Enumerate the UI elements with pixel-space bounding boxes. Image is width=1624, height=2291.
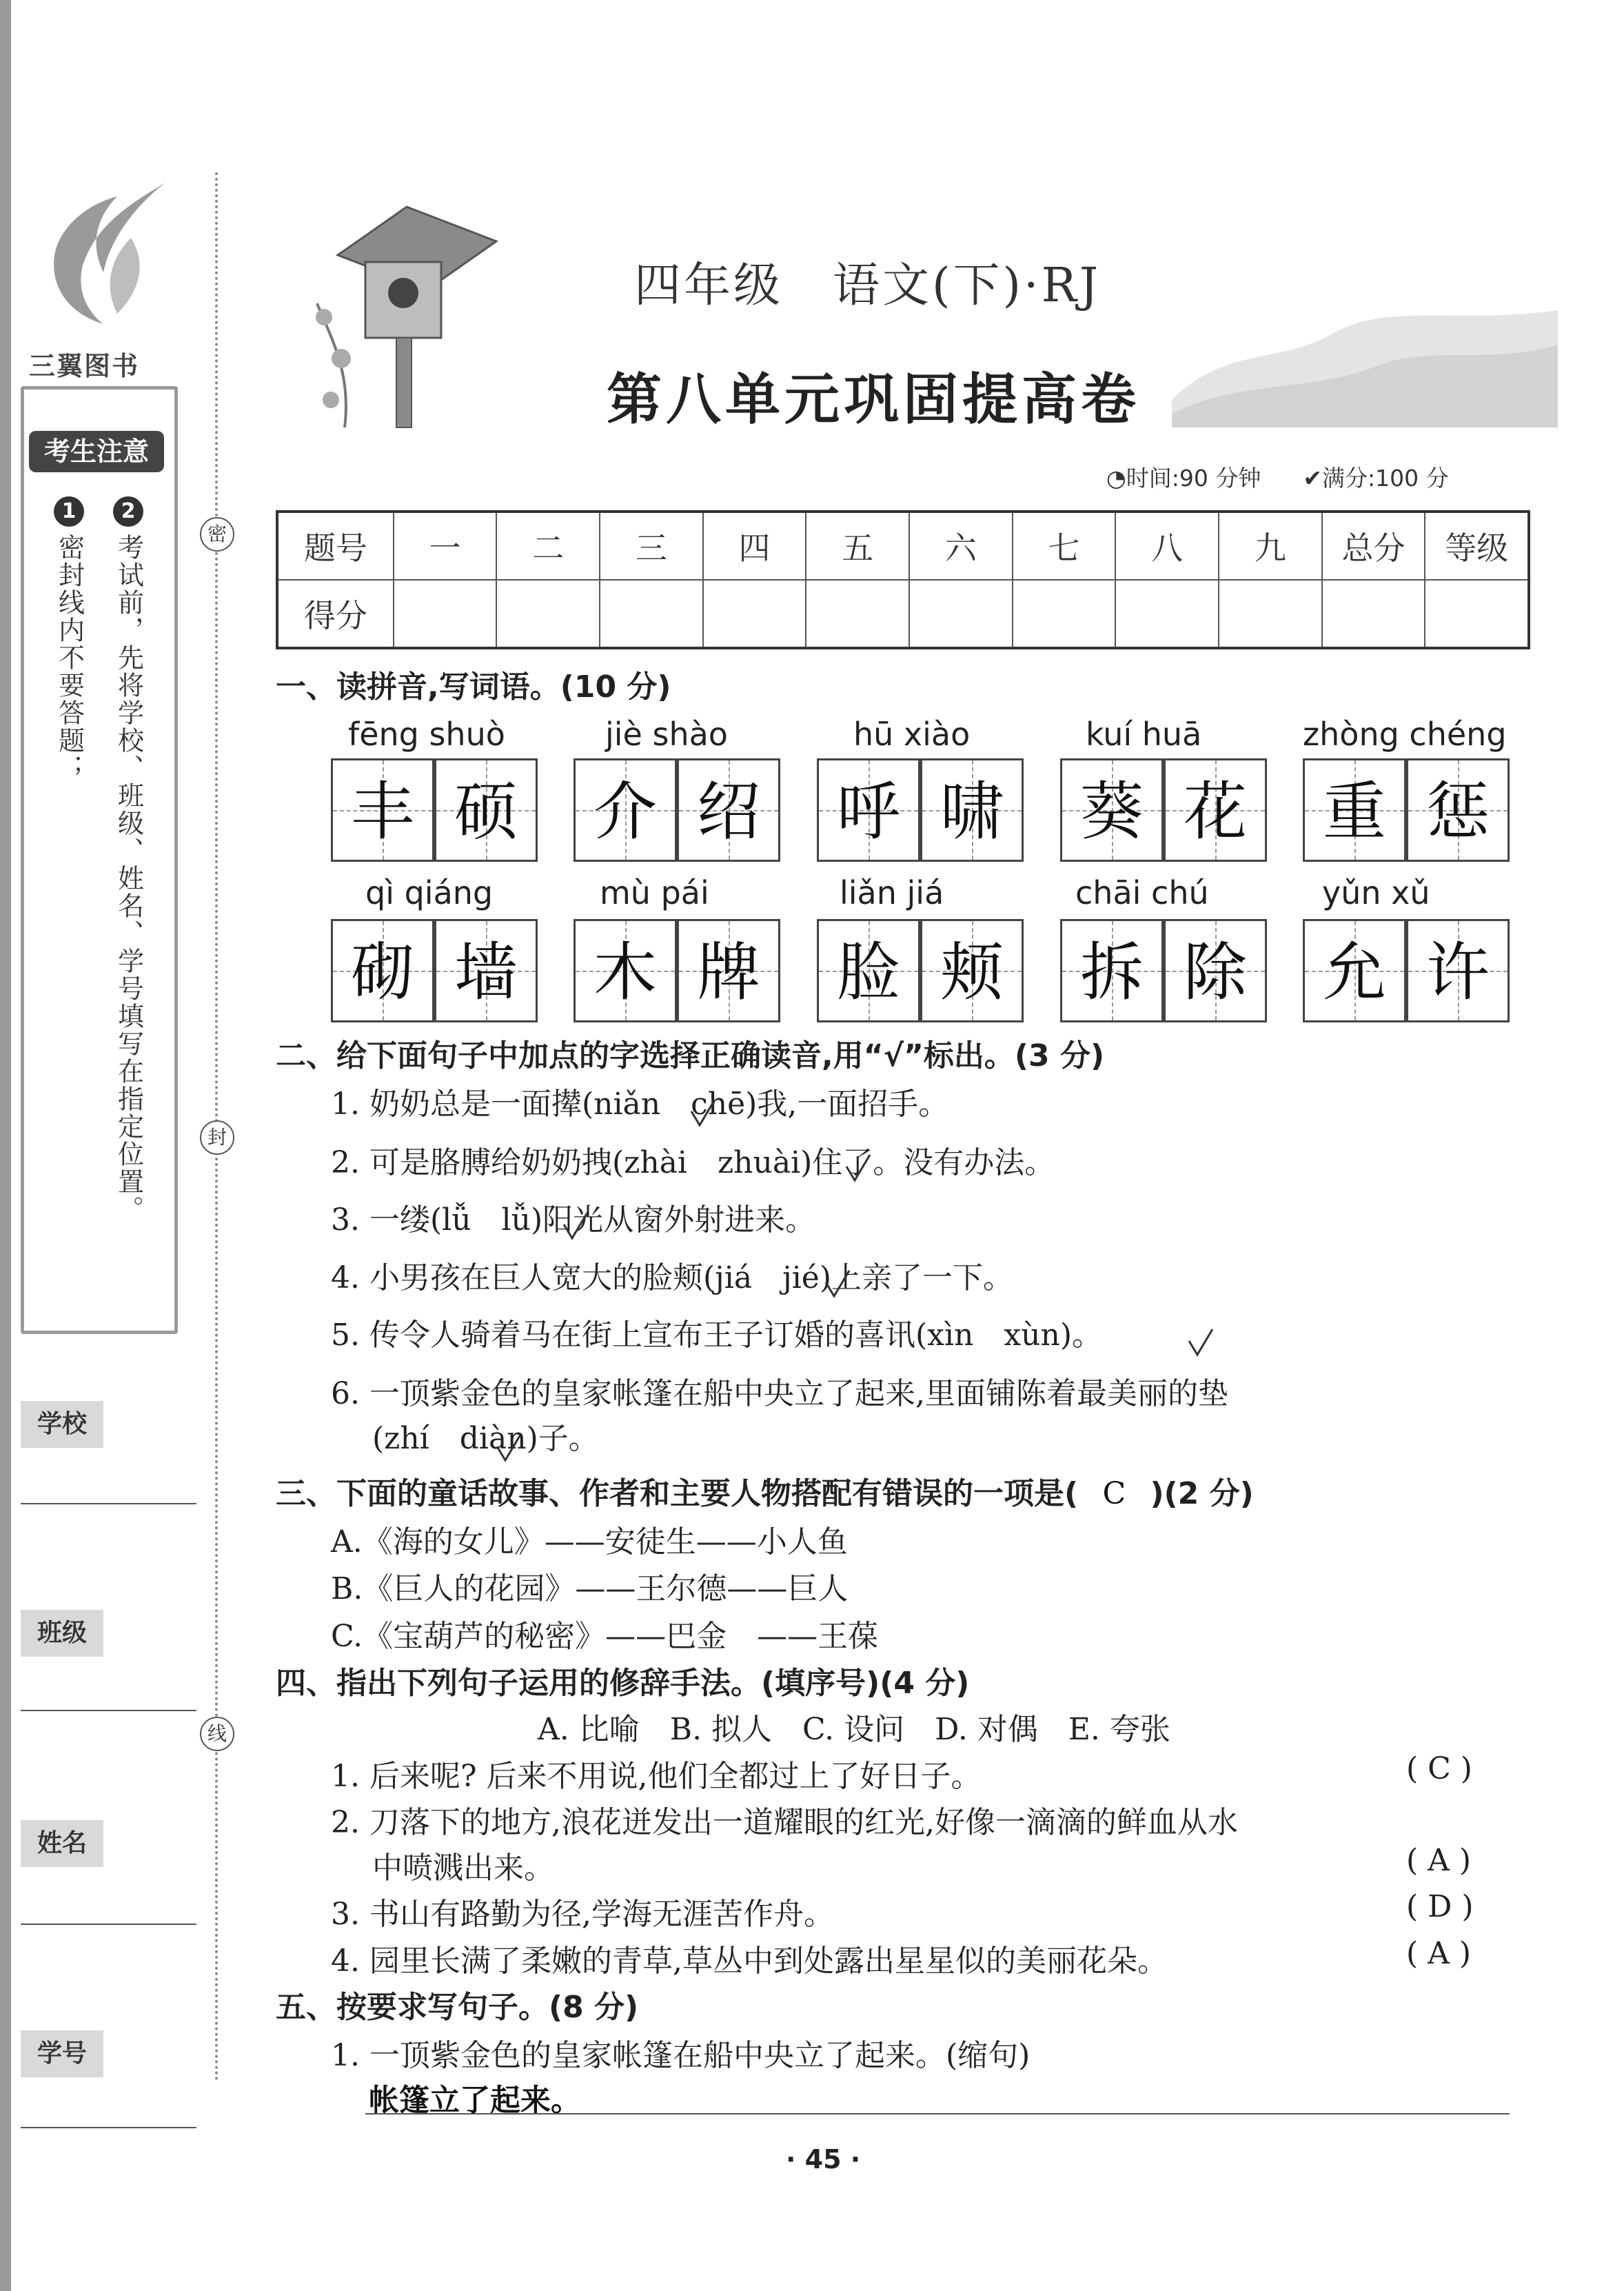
seal-char-xian: 线 — [200, 1717, 234, 1751]
page-title: 第八单元巩固提高卷 — [607, 367, 1140, 432]
score-cell[interactable] — [1013, 580, 1116, 648]
pinyin: chāi chú — [1075, 874, 1209, 911]
school-line — [21, 1503, 196, 1504]
char: 允 — [1322, 936, 1386, 1009]
answer-4-2[interactable]: ( A ) — [1406, 1843, 1472, 1878]
answer-5-1[interactable]: 帐篷立了起来。 — [369, 2083, 581, 2118]
char: 惩 — [1425, 775, 1490, 849]
check-mark-icon — [844, 1153, 872, 1184]
notice-title: 考生注意 — [29, 431, 164, 472]
score-header-cell: 九 — [1219, 512, 1322, 580]
brand-name: 三翼图书 — [29, 351, 140, 381]
score-cell[interactable] — [1115, 580, 1219, 648]
char-cell[interactable] — [1303, 919, 1406, 1022]
option-b: B.《巨人的花园》——王尔德——巨人 — [331, 1571, 849, 1606]
class-label: 班级 — [21, 1610, 103, 1657]
char-cell[interactable] — [920, 919, 1024, 1022]
check-mark-icon — [824, 1269, 851, 1300]
pinyin: kuí huā — [1086, 716, 1202, 753]
section-2-heading: 二、给下面句子中加点的字选择正确读音,用“√”标出。(3 分) — [276, 1038, 1105, 1073]
notice-num-1: 1 — [54, 496, 84, 527]
char: 砌 — [350, 936, 414, 1009]
char-cell[interactable] — [1406, 758, 1510, 862]
question-4-2-cont: 中喷溅出来。 — [372, 1850, 554, 1886]
check-mark-icon — [562, 1211, 589, 1242]
check-mark-icon — [495, 1433, 522, 1464]
full-score: ✔满分:100 分 — [1303, 465, 1449, 492]
question-2-5: 5. 传令人骑着马在街上宣布王子订婚的喜讯(xìn xùn)。 — [331, 1318, 1103, 1353]
notice-item-2 — [109, 496, 148, 1230]
answer-4-3[interactable]: ( D ) — [1406, 1889, 1474, 1924]
pinyin: mù pái — [600, 874, 709, 911]
section-3-answer[interactable]: C — [1102, 1476, 1126, 1511]
question-4-1: 1. 后来呢? 后来不用说,他们全都过上了好日子。 — [331, 1759, 982, 1794]
char: 颊 — [940, 936, 1004, 1009]
question-4-3: 3. 书山有路勤为径,学海无涯苦作舟。 — [331, 1897, 834, 1932]
score-header-cell: 三 — [600, 512, 703, 580]
char-cell[interactable] — [1060, 919, 1164, 1022]
char: 许 — [1425, 936, 1490, 1009]
question-2-6: 6. 一顶紫金色的皇家帐篷在船中央立了起来,里面铺陈着最美丽的垫 — [331, 1376, 1228, 1411]
notice-text-1: 密封线内不要答题； — [54, 534, 85, 782]
word-box — [331, 758, 538, 862]
class-line — [21, 1710, 196, 1711]
pinyin: qì qiáng — [365, 874, 494, 911]
section-4-heading: 四、指出下列句子运用的修辞手法。(填序号)(4 分) — [276, 1666, 970, 1701]
char-cell[interactable] — [1406, 919, 1510, 1022]
seal-char-mi: 密 — [200, 517, 234, 552]
score-cell[interactable] — [600, 580, 703, 648]
birdhouse-illustration — [303, 200, 510, 434]
name-label: 姓名 — [21, 1820, 103, 1867]
char: 丰 — [350, 775, 414, 849]
char: 牌 — [696, 936, 760, 1009]
char-cell[interactable] — [1164, 919, 1267, 1022]
char-cell[interactable] — [574, 758, 677, 862]
question-2-4: 4. 小男孩在巨人宽大的脸颊(jiá jié)上亲了一下。 — [331, 1260, 1013, 1295]
score-table — [276, 510, 1530, 649]
score-cell[interactable] — [394, 580, 497, 648]
word-box — [817, 758, 1024, 862]
pinyin: yǔn xǔ — [1322, 874, 1430, 911]
score-header-cell: 四 — [703, 512, 806, 580]
question-4-2: 2. 刀落下的地方,浪花迸发出一道耀眼的红光,好像一滴滴的鲜血从水 — [331, 1805, 1238, 1840]
section-5-heading: 五、按要求写句子。(8 分) — [276, 1990, 639, 2025]
score-row-label: 得分 — [277, 580, 394, 648]
section-3-heading-tail: )(2 分) — [1150, 1476, 1254, 1511]
score-table-header-row — [277, 512, 1529, 580]
char: 啸 — [940, 775, 1004, 849]
exam-meta — [1106, 461, 1449, 493]
check-mark-icon — [1187, 1327, 1215, 1358]
char-cell[interactable] — [574, 919, 677, 1022]
word-box — [1060, 919, 1267, 1022]
section-3-heading — [276, 1469, 1254, 1513]
word-box — [1303, 919, 1510, 1022]
score-cell[interactable] — [806, 580, 909, 648]
char-cell[interactable] — [434, 919, 538, 1022]
word-box — [1303, 758, 1510, 862]
notice-frame — [21, 386, 178, 1334]
question-4-4: 4. 园里长满了柔嫩的青草,草丛中到处露出星星似的美丽花朵。 — [331, 1944, 1168, 1979]
page-number: · 45 · — [786, 2144, 861, 2174]
name-line — [21, 1924, 196, 1925]
pinyin: fēng shuò — [348, 716, 505, 753]
char-cell[interactable] — [920, 758, 1024, 862]
word-box — [574, 758, 780, 862]
char-cell[interactable] — [331, 919, 434, 1022]
section-3-heading-text: 三、下面的童话故事、作者和主要人物搭配有错误的一项是( — [276, 1476, 1079, 1511]
pinyin: liǎn jiá — [840, 874, 944, 911]
score-header-cell: 一 — [394, 512, 497, 580]
char: 介 — [593, 775, 657, 849]
char-cell[interactable] — [817, 758, 920, 862]
char-cell[interactable] — [677, 758, 780, 862]
char: 墙 — [454, 936, 518, 1009]
score-header-cell: 总分 — [1322, 512, 1425, 580]
score-cell[interactable] — [496, 580, 600, 648]
question-2-2: 2. 可是胳膊给奶奶拽(zhài zhuài)住了。没有办法。 — [331, 1145, 1055, 1180]
student-id-line — [21, 2127, 196, 2128]
score-header-cell: 题号 — [277, 512, 394, 580]
section-1-heading: 一、读拼音,写词语。(10 分) — [276, 669, 671, 705]
score-header-cell: 八 — [1115, 512, 1219, 580]
question-2-1: 1. 奶奶总是一面撵(niǎn chē)我,一面招手。 — [331, 1087, 949, 1122]
pinyin: jiè shào — [605, 716, 728, 753]
option-c: C.《宝葫芦的秘密》——巴金 ——王葆 — [331, 1619, 879, 1654]
trees-illustration — [1172, 262, 1558, 427]
answer-4-1[interactable]: ( C ) — [1406, 1751, 1472, 1786]
pinyin: zhòng chéng — [1303, 716, 1507, 753]
score-header-cell: 五 — [806, 512, 909, 580]
char: 拆 — [1079, 936, 1144, 1009]
pinyin: hū xiào — [853, 716, 971, 753]
notice-text-2: 考试前，先将学校、班级、姓名、学号填写在指定位置。 — [113, 534, 144, 1223]
char: 木 — [593, 936, 657, 1009]
char: 葵 — [1079, 775, 1144, 849]
char-cell[interactable] — [331, 758, 434, 862]
student-id-label: 学号 — [21, 2030, 103, 2077]
char-cell[interactable] — [1060, 758, 1164, 862]
answer-line — [365, 2113, 1510, 2115]
grade-subject: 四年级 语文(下)·RJ — [634, 259, 1102, 313]
char: 脸 — [836, 936, 900, 1009]
word-box — [1060, 758, 1267, 862]
score-cell[interactable] — [1322, 580, 1425, 648]
option-a: A.《海的女儿》——安徒生——小人鱼 — [331, 1524, 848, 1560]
char-cell[interactable] — [1164, 758, 1267, 862]
page-edge — [0, 0, 11, 2291]
score-cell[interactable] — [703, 580, 806, 648]
word-box — [574, 919, 780, 1022]
char: 呼 — [836, 775, 900, 849]
char-cell[interactable] — [677, 919, 780, 1022]
question-2-3: 3. 一缕(lǚ lǚ)阳光从窗外射进来。 — [331, 1202, 816, 1238]
question-5-1: 1. 一顶紫金色的皇家帐篷在船中央立了起来。(缩句) — [331, 2038, 1031, 2073]
char-cell[interactable] — [817, 919, 920, 1022]
check-mark-icon — [689, 1098, 717, 1129]
score-table-score-row — [277, 580, 1529, 648]
word-box — [331, 919, 538, 1022]
question-2-6-cont: (zhí diàn)子。 — [372, 1421, 599, 1456]
score-header-cell: 六 — [909, 512, 1013, 580]
rhetoric-choices: A. 比喻 B. 拟人 C. 设问 D. 对偶 E. 夸张 — [538, 1712, 1170, 1747]
char-cell[interactable] — [1303, 758, 1406, 862]
notice-item-1 — [50, 496, 88, 789]
notice-num-2: 2 — [113, 496, 143, 527]
score-cell[interactable] — [1425, 580, 1529, 648]
brand-logo — [28, 176, 179, 334]
char: 花 — [1183, 775, 1247, 849]
answer-4-4[interactable]: ( A ) — [1406, 1936, 1472, 1971]
char: 绍 — [696, 775, 760, 849]
time-limit: ◔时间:90 分钟 — [1106, 465, 1261, 492]
char: 重 — [1322, 775, 1386, 849]
school-label: 学校 — [21, 1401, 103, 1448]
score-header-cell: 七 — [1013, 512, 1116, 580]
score-cell[interactable] — [909, 580, 1013, 648]
score-header-cell: 等级 — [1425, 512, 1529, 580]
char: 硕 — [454, 775, 518, 849]
word-box — [817, 919, 1024, 1022]
char: 除 — [1183, 936, 1247, 1009]
score-cell[interactable] — [1219, 580, 1322, 648]
char-cell[interactable] — [434, 758, 538, 862]
seal-char-feng: 封 — [200, 1120, 234, 1155]
score-header-cell: 二 — [496, 512, 600, 580]
